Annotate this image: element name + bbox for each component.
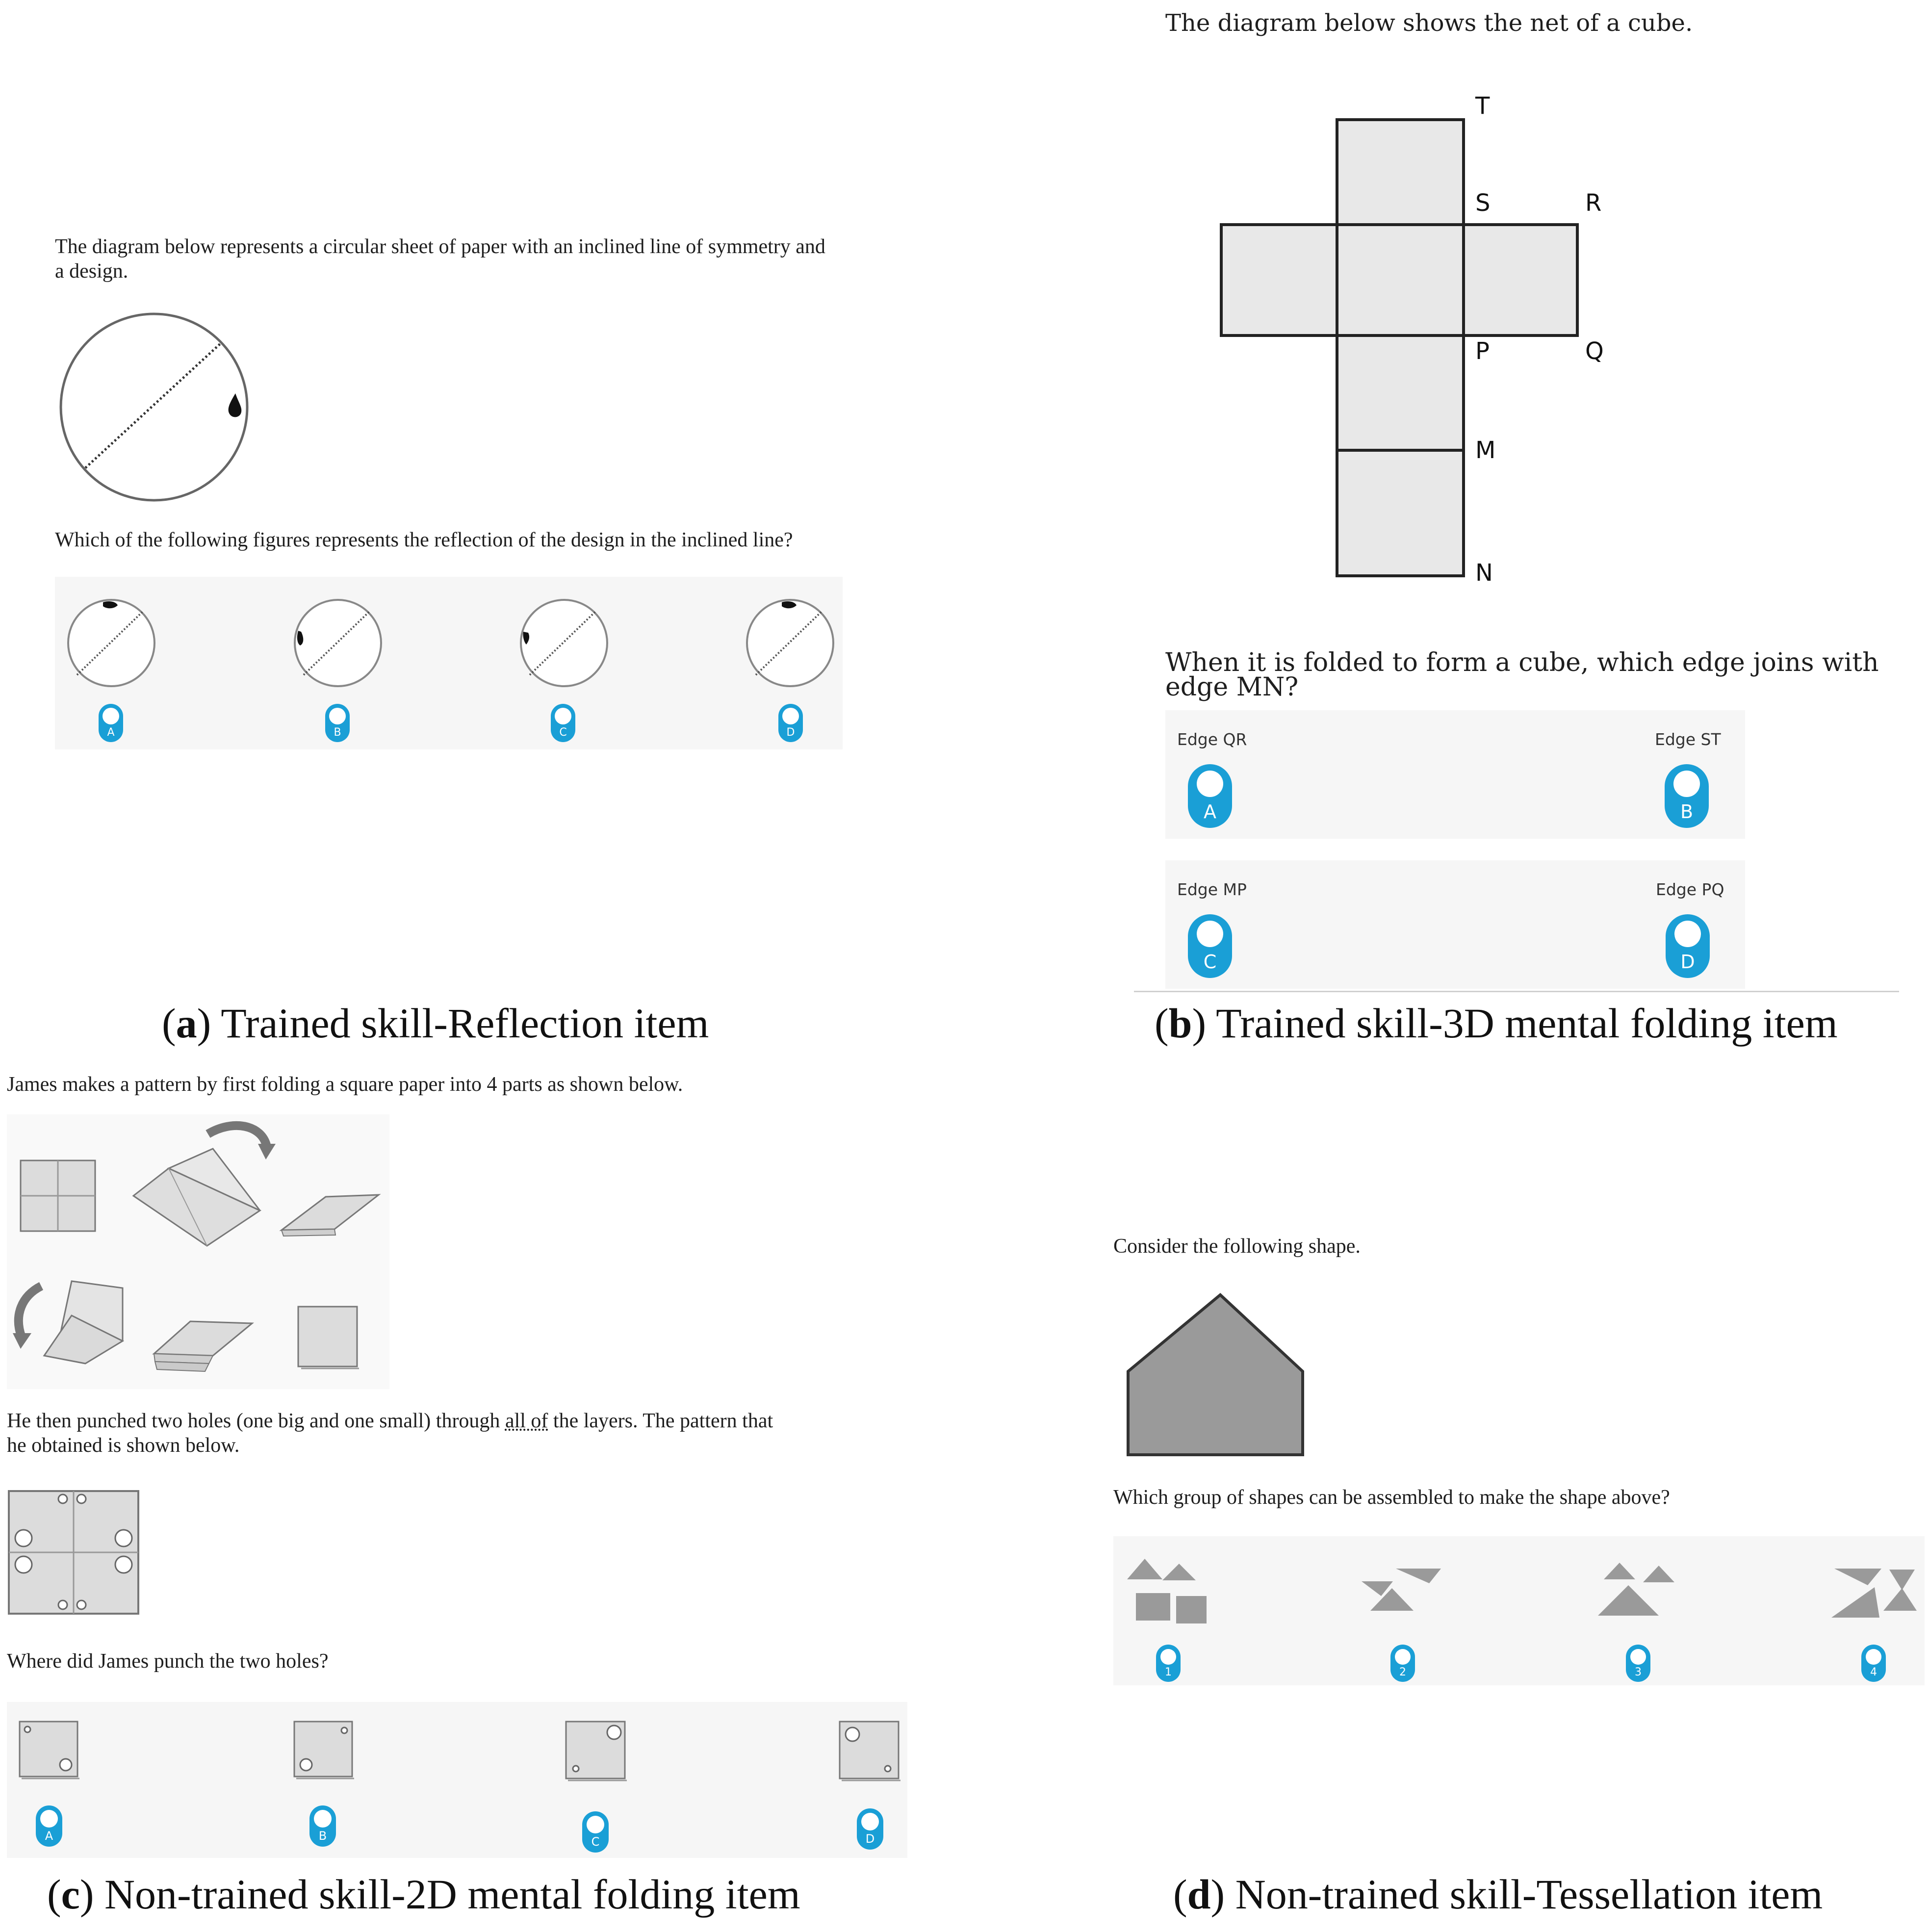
- option-a-letter-b: A: [1204, 801, 1216, 823]
- label-t: T: [1475, 92, 1490, 120]
- label-m: M: [1475, 437, 1496, 464]
- net-face-lower: [1337, 335, 1464, 450]
- option-a-radio[interactable]: [98, 703, 124, 743]
- option-4-number: 4: [1870, 1666, 1877, 1678]
- option-figure-c-a: [18, 1720, 81, 1783]
- net-face-left: [1221, 225, 1337, 335]
- option-a-radio-c[interactable]: [35, 1805, 63, 1847]
- caption-c-letter: c: [61, 1871, 80, 1918]
- panel-a-question-1-line1: The diagram below represents a circular sheet of paper with an inclined line of symmetry and: [55, 235, 825, 258]
- caption-b: (b) Trained skill-3D mental folding item: [1155, 1000, 1838, 1047]
- option-figure-c: [517, 596, 611, 690]
- option-figure-c-b: [292, 1720, 356, 1783]
- option-3-number: 3: [1635, 1666, 1642, 1678]
- label-p: P: [1475, 337, 1490, 365]
- option-figure-a: [65, 596, 158, 690]
- option-c-radio-c[interactable]: [582, 1811, 609, 1853]
- house-shape: [1123, 1290, 1310, 1462]
- panel-c-question-2-line1: [7, 1409, 929, 1433]
- panel-b-question-1: The diagram below shows the net of a cube.: [1165, 9, 1693, 37]
- option-b-letter-b: B: [1680, 801, 1694, 823]
- option-figure-c-d: [838, 1720, 902, 1784]
- panel-c-question-2: [7, 1409, 929, 1458]
- caption-b-letter: b: [1168, 1000, 1192, 1047]
- option-c-letter-b: C: [1203, 951, 1217, 973]
- caption-b-text: Trained skill-3D mental folding item: [1216, 1000, 1838, 1047]
- panel-c-question-2-pre: He then punched two holes (one big and one small) through: [7, 1410, 505, 1432]
- option-1-number: 1: [1165, 1666, 1172, 1678]
- panel-a-question-2: Which of the following figures represents the reflection of the design in the inclined line?: [55, 529, 793, 551]
- panel-d-question-2: Which group of shapes can be assembled to make the shape above?: [1113, 1486, 1670, 1509]
- option-1-radio[interactable]: [1156, 1644, 1181, 1682]
- caption-c-text: Non-trained skill-2D mental folding item: [104, 1871, 800, 1918]
- cube-net-diagram: [1211, 88, 1653, 598]
- option-d-letter-b: D: [1680, 951, 1695, 973]
- panel-c-question-3: Where did James punch the two holes?: [7, 1650, 329, 1673]
- label-r: R: [1585, 189, 1602, 217]
- punched-pattern-diagram: [7, 1489, 141, 1617]
- option-figure-c-c: [564, 1720, 629, 1784]
- option-d-letter: D: [786, 726, 795, 739]
- panel-d-options: [1113, 1536, 1925, 1685]
- label-s: S: [1475, 189, 1491, 217]
- panel-a-options: [55, 577, 843, 749]
- option-figure-d: [744, 596, 837, 690]
- option-b-letter-c: B: [318, 1829, 327, 1843]
- option-c-label: Edge MP: [1177, 880, 1247, 899]
- fold-step-6: [298, 1307, 359, 1368]
- label-n: N: [1475, 559, 1493, 587]
- option-a-letter-c: A: [45, 1829, 53, 1843]
- panel-c-question-2-post: the layers. The pattern that: [548, 1410, 773, 1432]
- option-b-radio-c[interactable]: [309, 1805, 336, 1847]
- option-figure-d-2: [1359, 1556, 1449, 1629]
- option-d-radio-c[interactable]: [856, 1808, 884, 1850]
- option-c-letter-c: C: [591, 1835, 600, 1849]
- option-a-label: Edge QR: [1177, 730, 1247, 749]
- folding-steps-diagram: [7, 1114, 389, 1389]
- option-figure-d-4: [1828, 1556, 1919, 1629]
- option-d-label: Edge PQ: [1656, 880, 1724, 899]
- option-b-label: Edge ST: [1655, 730, 1721, 749]
- caption-a: (a) Trained skill-Reflection item: [162, 1000, 709, 1047]
- option-c-radio[interactable]: [550, 703, 576, 743]
- panel-a-question-1: [55, 234, 859, 283]
- caption-d-letter: d: [1187, 1871, 1211, 1918]
- option-b-radio-b[interactable]: [1664, 763, 1710, 829]
- panel-a-diagram: [55, 311, 261, 507]
- panel-c-question-2-line2: he obtained is shown below.: [7, 1434, 240, 1457]
- label-q: Q: [1585, 337, 1604, 365]
- panel-b-divider: [1134, 991, 1899, 992]
- option-4-radio[interactable]: [1861, 1644, 1886, 1682]
- paper-circle: [61, 314, 247, 500]
- option-d-radio-b[interactable]: [1665, 913, 1711, 979]
- panel-c-question-2-emph: all of: [505, 1410, 548, 1432]
- panel-b-question-2: When it is folded to form a cube, which edge joins with edge MN?: [1165, 648, 1879, 702]
- panel-d-question-1: Consider the following shape.: [1113, 1235, 1361, 1258]
- caption-d: (d) Non-trained skill-Tessellation item: [1173, 1871, 1823, 1918]
- option-b-letter: B: [334, 726, 341, 739]
- design-drop: [229, 393, 242, 417]
- net-face-right: [1464, 225, 1577, 335]
- option-2-radio[interactable]: [1390, 1644, 1415, 1682]
- fold-step-1: [21, 1160, 95, 1231]
- option-a-radio-b[interactable]: [1187, 763, 1233, 829]
- caption-d-text: Non-trained skill-Tessellation item: [1235, 1871, 1823, 1918]
- caption-a-text: Trained skill-Reflection item: [221, 1000, 709, 1047]
- caption-a-letter: a: [176, 1000, 197, 1047]
- option-figure-d-3: [1594, 1556, 1684, 1629]
- option-a-letter: A: [107, 726, 115, 739]
- panel-c-options: [7, 1702, 907, 1858]
- symmetry-line: [85, 343, 221, 468]
- option-figure-d-1: [1123, 1556, 1213, 1629]
- panel-a-question-1-line2: a design.: [55, 260, 129, 283]
- net-face-bottom: [1337, 450, 1464, 576]
- option-figure-b: [291, 596, 385, 690]
- option-d-letter-c: D: [865, 1832, 875, 1846]
- net-face-center: [1337, 225, 1464, 335]
- option-b-radio[interactable]: [325, 703, 350, 743]
- option-2-number: 2: [1399, 1666, 1406, 1678]
- option-d-radio[interactable]: [778, 703, 803, 743]
- panel-c-question-1: James makes a pattern by first folding a square paper into 4 parts as shown below.: [7, 1073, 683, 1096]
- option-3-radio[interactable]: [1625, 1644, 1651, 1682]
- net-face-top: [1337, 120, 1464, 225]
- option-c-letter: C: [559, 726, 567, 739]
- option-c-radio-b[interactable]: [1187, 913, 1233, 979]
- caption-c: (c) Non-trained skill-2D mental folding item: [47, 1871, 800, 1918]
